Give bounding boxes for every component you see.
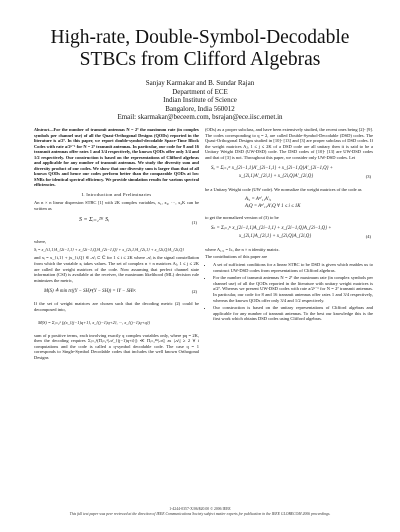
abstract-text: —For the number of transmit antennas N = 2ª the maximum rate (in complex symbols per channel use) of all the Quasi-Orthogonal Designs (QODs) reported in the literature is a/2ª. In this paper, we report double-symbol-decodable Space-Time Block Codes with rate a/2ᵃ⁻¹ for N = 2ª transmit antennas. In particular, our code for 8 and 16 transmit antennas offer rates 1 and 3/4 respectively, the known QODs offer only 3/4 and 1/2 respectively. Our construction is based on the representations of Clifford algebras and applicable for any number of transmit antennas. We study the diversity sum and diversity product of our codes. We show that our diversity sum is larger than that of all known QODs and hence our codes perform better than the comparable QODs at low SNRs for identical spectral efficiency. We provide simulation results for various spectral efficiencies. (34, 127, 199, 187)
author-names: Sanjay Karmakar and B. Sundar Rajan (145, 79, 255, 87)
right-paragraph-4: where A₁,₁ = Iₙ, the n × n identity matrix. (205, 246, 280, 252)
intro-si-definition: Sᵢ = x_{i1,1}A_{2i−1,1} + x_{2i−1,Q}A_{2i−1,Q} + x_{2i,1}A_{2i,1} + x_{2i,Q}A_{2i,Q} (34, 246, 184, 252)
equation-3-number: (3) (365, 173, 371, 179)
equation-1-body: S = Σᵢ₌₁²ᴷ Sᵢ (79, 217, 110, 224)
right-paragraph-2: be a Unitary Weight code (UW code). We normalize the weight matrices of the code as (205, 186, 362, 192)
equation-decomposition-body: M(S) = Σⱼ₌₁ᵖ fⱼ(x_{(j−1)q+1}, x_{(j−1)q+2}, ···, x_{(j−1)q+q}) (38, 319, 151, 325)
equation-1-number: (1) (191, 220, 197, 226)
author-institute: Indian Institute of Science (163, 96, 237, 104)
intro-paragraph-2: and xᵢ = x_{i,1} + jx_{i,Q} ∈ 𝒜ᵢ ⊂ ℂ for 1 ≤ i ≤ 2K where 𝒜ᵢ is the signal constellation from which the variable xᵢ takes values. The set of complex n × n matrices Aⱼ, 1 ≤ j ≤ 2K are called the weight matrices of the code. Now assuming that perfect channel state information (CSI) is available at the receiver, the maximum likelihood (ML) decision rule minimizes the metric, (34, 255, 199, 283)
right-column (205, 127, 373, 324)
list-item: • Our construction is based on the unitary representations of Clifford algebras and applicable for any number of transmit antennas. To the best our knowledge this is the first work which obtains DSD codes using Clifford algebras. (213, 305, 373, 322)
author-city: Bangalore, India 560012 (165, 104, 235, 113)
intro-paragraph-4: sum of p positive terms, each involving exactly q complex variables only, where pq = 2K, then the decoding requires Σⱼ₌₁ᵖ(Πᵢ₌₁ᵠ|𝒜_{(j−1)q+i}|) ≪ Πᵢ₌₁²ᴷ|𝒜ᵢ| as |𝒜ᵢ| ≥ 2 ∀ i computations and the code is called a q-symbol decodable code. The case q = 1 corresponds to Single-Symbol Decodable codes that includes the well known Orthogonal Designs (34, 332, 199, 360)
equation-3-line-2: x_{2i,1}A'_{2i,1} + x_{2i,Q}A'_{2i,Q} (239, 173, 314, 179)
equation-normalize-line-1: Aᵢ₁ = Aᴴ'₁₁A'ᵢ₁ (245, 197, 272, 203)
equation-3 (205, 164, 373, 184)
intro-paragraph-3: If the set of weight matrices are chosen such that the decoding metric (2) could be decomposed into, (34, 301, 199, 312)
list-item: • For the number of transmit antennas N = 2ª the maximum rate (in complex symbols per channel use) of all the QODs reported in the literature with unitary weight matrices is a/2ª. Whereas we present UW-DSD codes with rate a/2ᵃ⁻¹ for N = 2ª transmit antennas. In particular, our code for 8 and 16 transmit antennas offer rates 1 and 3/4 respectively, whereas the known QODs offer only 3/4 and 1/2 respectively. (213, 275, 373, 303)
equation-4 (205, 224, 373, 244)
equation-4-line-2: x_{2i,1}A_{2i,1} + x_{2i,Q}A_{2i,Q} (239, 233, 312, 239)
equation-2-number: (2) (191, 289, 197, 295)
equation-normalize-line-2: Aᵢ𝑄 = Aᴴ'₁₁A'ᵢ𝑄 ∀ 1 ≤ i ≤ 1K (245, 204, 301, 210)
equation-1 (34, 214, 199, 236)
abstract (34, 127, 199, 188)
intro-paragraph-1: An n × n linear dispersion STBC [1] with 2K complex variables, x₁, x₂, ···, x₂K can be written as (34, 200, 199, 211)
right-paragraph-5: The contributions of this paper are (205, 254, 268, 260)
equation-4-number: (4) (365, 233, 371, 239)
footer-copyright: 1-4244-0357-X/06/$20.00 © 2006 IEEE (169, 507, 231, 511)
list-item: • A set of sufficient conditions for a linear STBC to be DSD is given which enables us to construct UW-DSD codes from representations of Clifford algebras. (213, 262, 373, 273)
equation-normalize (205, 195, 373, 212)
author-email: Email: skarmakar@beceem.com, bsrajan@ece.iisc.ernet.in (117, 113, 283, 121)
equation-2 (34, 286, 199, 298)
section-heading-intro: I. Introduction and Preliminaries (81, 191, 152, 197)
right-paragraph-3: to get the normalized version of (3) to be (205, 215, 279, 221)
abstract-label: Abstract (34, 127, 50, 132)
page-footer (0, 507, 400, 517)
footer-peer-review-note: This full text paper was peer reviewed at the direction of IEEE Communications Society subject matter experts for publication in the IEEE GLOBECOM 2006 proceedings. (69, 512, 331, 516)
equation-4-line-1: Sₙ = Σᵢ₌₁ᴷ x_{2i−1,1}A_{2i−1,1} + x_{2i−1,Q}A_{2i−1,Q} + (211, 225, 332, 231)
intro-where: where, (34, 239, 47, 245)
equation-decomposition (34, 316, 199, 330)
contributions-list (205, 262, 373, 322)
author-department: Department of ECE (172, 87, 228, 96)
left-column (34, 127, 199, 363)
equation-3-line-1: Sᵤ = Σᵢ₌₁ᴷ x_{2i−1,1}A'_{2i−1,1} + x_{2i−1,Q}A'_{2i−1,Q} + (211, 165, 333, 171)
paper-title: High-rate, Double-Symbol-Decodable STBCs from Clifford Algebras (50, 27, 350, 70)
equation-2-body: M(S) ≜ min tr((Y − SH)ᴴ(Y − SH)) = ‖Y − SH‖². (44, 289, 137, 295)
author-block (0, 79, 400, 122)
right-paragraph-1: (ODs) as a proper subclass, and have been extensively studied, the recent ones being [2]- [9]. The codes corresponding to q = 2, are called Double-Symbol-Decodable (DSD) codes. The Quasi-Orthogonal Designs studied in [10]- [13] and [3] are proper subclass of DSD codes. If the weight matrices Aⱼ, 1 ≤ j ≤ 2K of a DSD code are all unitary then it is said to be a Unitary Weight DSD (UW-DSD) code. The DSD codes of [10]- [13] are UW-DSD codes and that of [3] is not. Throughout this paper, we consider only UW-DSD codes. Let (205, 127, 373, 160)
